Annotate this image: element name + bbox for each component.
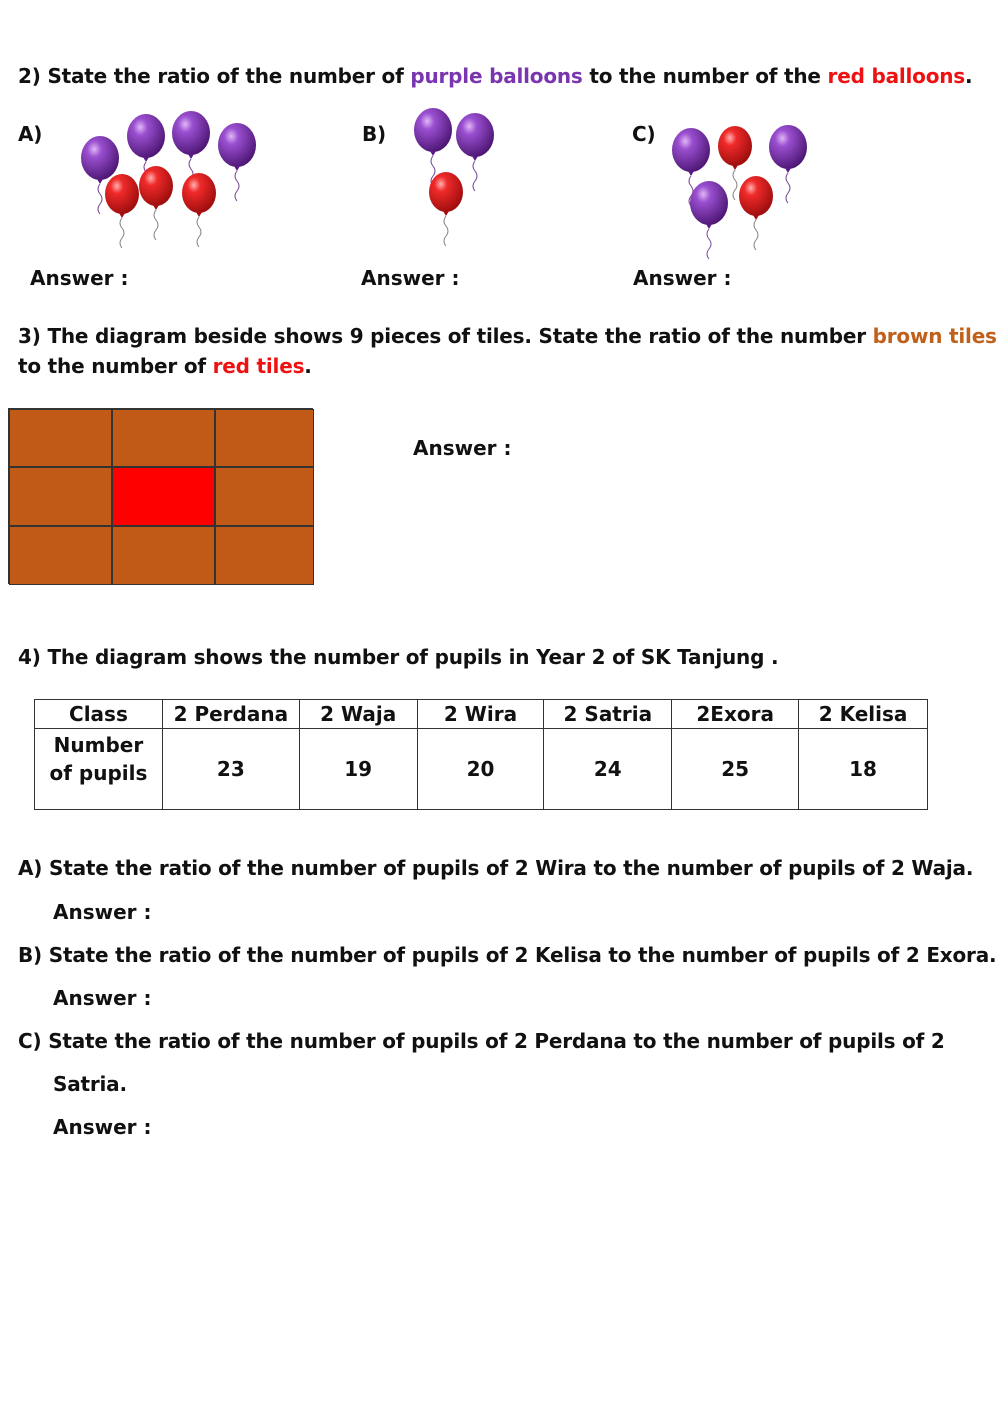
q3-answer: Answer : (413, 436, 512, 460)
purple-balloon-icon (690, 181, 728, 259)
table-header-cell: 2Exora (672, 700, 799, 729)
q4-answer-a: Answer : (53, 900, 152, 924)
red-balloon-icon (429, 172, 463, 246)
q2-red-phrase: red balloons (827, 64, 966, 88)
table-cell: 20 (417, 729, 544, 810)
q2-answer-b: Answer : (361, 266, 460, 290)
balloon-group-a (0, 0, 1000, 300)
q2-part-c-label: C) (632, 122, 656, 146)
purple-balloon-icon (218, 123, 256, 201)
brown-tile (215, 526, 314, 585)
q4-sub-a: A) State the ratio of the number of pupils of 2 Wira to the number of pupils of 2 Waja. (18, 856, 974, 880)
table-cell: 23 (162, 729, 299, 810)
q4-prompt (18, 645, 778, 669)
red-balloon-icon (182, 173, 216, 247)
q3-prompt-line2: to the number of red tiles. (18, 354, 312, 378)
table-header-cell: 2 Waja (299, 700, 417, 729)
brown-tile (112, 409, 215, 467)
brown-tile (9, 467, 112, 526)
q3-brown-phrase: brown tiles (872, 324, 997, 348)
group-c-balloons (672, 125, 807, 259)
table-cell: 19 (299, 729, 417, 810)
q2-purple-phrase: purple balloons (410, 64, 583, 88)
table-header-cell: 2 Perdana (162, 700, 299, 729)
group-a-balloons (81, 111, 256, 248)
purple-balloon-icon (456, 113, 494, 191)
q3-text-b: to the number of (18, 354, 206, 378)
q3-red-phrase: red tiles (212, 354, 305, 378)
q4-number: 4) (18, 645, 41, 669)
brown-tile (215, 409, 314, 467)
table-header-cell: 2 Satria (544, 700, 672, 729)
q2-prompt: 2) State the ratio of the number of purple balloons to the number of the red balloons. (18, 64, 973, 88)
brown-tile (215, 467, 314, 526)
brown-tile (9, 526, 112, 585)
q4-sub-b: B) State the ratio of the number of pupils of 2 Kelisa to the number of pupils of 2 Exora. (18, 943, 997, 967)
q2-part-a-label: A) (18, 122, 43, 146)
table-header-cell: 2 Wira (417, 700, 544, 729)
table-row-header-class: Class (35, 700, 163, 729)
q3-prompt-line1 (18, 324, 997, 348)
table-row (35, 729, 928, 810)
q2-answer-c: Answer : (633, 266, 732, 290)
brown-tile (9, 409, 112, 467)
red-balloon-icon (739, 176, 773, 250)
q2-part-b-label: B) (362, 122, 386, 146)
q4-text: The diagram shows the number of pupils in Year 2 of SK Tanjung . (47, 645, 779, 669)
q4-sub-c: C) State the ratio of the number of pupils of 2 Perdana to the number of pupils of 2 (18, 1029, 945, 1053)
table-row-header-pupils: Number of pupils (35, 729, 163, 810)
table-cell: 24 (544, 729, 672, 810)
tile-diagram (8, 408, 313, 584)
q2-answer-a: Answer : (30, 266, 129, 290)
q2-number: 2) (18, 64, 41, 88)
red-tile (112, 467, 215, 526)
red-balloon-icon (139, 166, 173, 240)
q4-answer-c: Answer : (53, 1115, 152, 1139)
pupils-table (34, 699, 928, 810)
table-header-cell: 2 Kelisa (799, 700, 928, 729)
table-cell: 18 (799, 729, 928, 810)
q2-text-a: State the ratio of the number of (47, 64, 404, 88)
q4-answer-b: Answer : (53, 986, 152, 1010)
q4-sub-c-cont: Satria. (53, 1072, 127, 1096)
group-b-balloons (414, 108, 494, 246)
table-header-row (35, 700, 928, 729)
table-cell: 25 (672, 729, 799, 810)
brown-tile (112, 526, 215, 585)
red-balloon-icon (105, 174, 139, 248)
q3-text-a: The diagram beside shows 9 pieces of tiles. State the ratio of the number (47, 324, 866, 348)
q2-text-b: to the number of the (589, 64, 821, 88)
q3-number: 3) (18, 324, 41, 348)
purple-balloon-icon (769, 125, 807, 203)
